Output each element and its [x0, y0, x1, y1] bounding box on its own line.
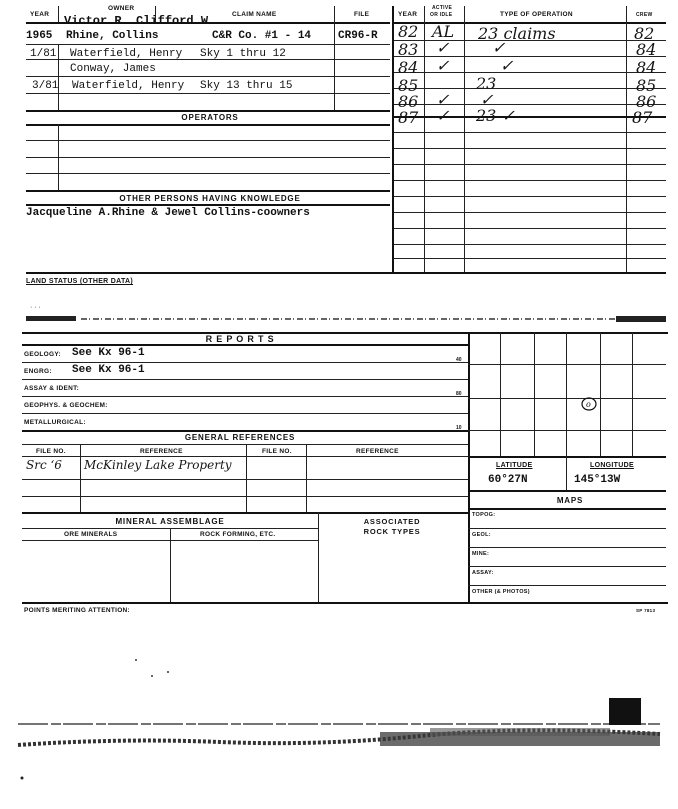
associated-header: ASSOCIATED	[363, 517, 421, 526]
claim-name: C&R Co. #1 - 14	[212, 30, 312, 42]
claim-owner: Rhine, Collins	[66, 30, 159, 42]
activity-active: ✓	[436, 90, 450, 109]
activity-type: 23 ✓	[476, 106, 515, 125]
rock-forming-header: ROCK FORMING, ETC.	[200, 531, 276, 538]
report-label: GEOLOGY:	[24, 351, 61, 358]
activity-crew: 84	[636, 40, 657, 59]
ref-reference-entry: McKinley Lake Property	[84, 458, 232, 472]
report-label: GEOPHYS. & GEOCHEM:	[24, 402, 108, 409]
report-label: METALLURGICAL:	[24, 419, 86, 426]
file-header: FILE	[354, 11, 370, 18]
reports-title: R E P O R T S	[205, 334, 275, 344]
claim-owner: Waterfield, Henry	[72, 80, 185, 92]
scale-mark: 40	[456, 357, 462, 363]
latitude-label: LATITUDE	[496, 462, 533, 469]
claim-owner: Conway, James	[70, 63, 156, 75]
rock-types-header: ROCK TYPES	[363, 527, 421, 536]
scale-mark: 80	[456, 391, 462, 397]
activity-active: ✓	[436, 106, 450, 125]
crew-header: CREW	[636, 12, 653, 18]
activity-crew: 82	[634, 24, 655, 43]
operators-title: OPERATORS	[181, 113, 239, 122]
report-value: See Kx 96-1	[72, 347, 145, 359]
points-meriting-attention: POINTS MERITING ATTENTION:	[24, 607, 131, 614]
claim-year: 1965	[26, 30, 53, 42]
maps-title: MAPS	[556, 496, 584, 505]
ref-file-no-2-header: FILE NO.	[262, 448, 292, 455]
idle-header: OR IDLE	[430, 12, 453, 18]
claim-owner: Waterfield, Henry	[70, 48, 183, 60]
scale-mark: 10	[456, 425, 462, 431]
activity-crew: 85	[636, 76, 657, 95]
general-references-title: GENERAL REFERENCES	[184, 433, 296, 442]
maps-row-label: OTHER (& PHOTOS)	[472, 589, 530, 595]
activity-year: 84	[398, 58, 419, 77]
claim-name-header: CLAIM NAME	[232, 11, 277, 18]
ref-reference-2-header: REFERENCE	[356, 448, 399, 455]
activity-crew: 84	[636, 58, 657, 77]
ref-file-no-header: FILE NO.	[36, 448, 66, 455]
ore-minerals-header: ORE MINERALS	[64, 531, 118, 538]
activity-type: ✓	[492, 38, 506, 57]
maps-row-label: MINE:	[472, 551, 490, 557]
year-right-header: YEAR	[398, 11, 418, 18]
activity-year: 87	[398, 108, 419, 127]
report-label: ENGRG:	[24, 368, 52, 375]
ref-reference-header: REFERENCE	[140, 448, 183, 455]
scan-noise	[0, 640, 678, 809]
form-number: SP 7813	[636, 608, 656, 613]
claim-name: Sky 13 thru 15	[200, 80, 293, 92]
type-of-operation-header: TYPE OF OPERATION	[500, 11, 573, 18]
activity-type: ✓	[480, 90, 494, 109]
other-persons-text: Jacqueline A.Rhine & Jewel Collins-coowners	[26, 207, 310, 219]
activity-year: 82	[398, 22, 419, 41]
scan-speck: · · ·	[30, 304, 41, 311]
longitude-value: 145°13W	[574, 474, 621, 486]
other-persons-title: OTHER PERSONS HAVING KNOWLEDGE	[119, 194, 301, 203]
claim-name: Sky 1 thru 12	[200, 48, 286, 60]
scan-band	[26, 312, 668, 326]
mineral-assemblage-title: MINERAL ASSEMBLAGE	[115, 517, 225, 526]
report-value: See Kx 96-1	[72, 364, 145, 376]
activity-year: 83	[398, 40, 419, 59]
owner-overtyped: Victor R. Clifford W.	[64, 14, 216, 28]
activity-active: ✓	[436, 38, 450, 57]
active-header: ACTIVE	[432, 5, 453, 11]
longitude-label: LONGITUDE	[590, 462, 634, 469]
claim-year: 1/81	[30, 48, 57, 60]
owner-header: OWNER	[108, 5, 135, 12]
activity-type: ✓	[500, 56, 514, 75]
ref-file-entry: Src ‘6	[26, 458, 62, 472]
svg-text:o: o	[586, 400, 591, 409]
maps-row-label: TOPOG:	[472, 512, 496, 518]
activity-active: ✓	[436, 56, 450, 75]
claim-file: CR96-R	[338, 30, 378, 42]
activity-crew: 87	[632, 108, 653, 127]
report-label: ASSAY & IDENT:	[24, 385, 80, 392]
maps-row-label: ASSAY:	[472, 570, 494, 576]
activity-year: 86	[398, 92, 419, 111]
activity-type: 23	[476, 74, 497, 93]
claim-year: 3/81	[32, 80, 59, 92]
activity-active: AL	[432, 22, 455, 41]
latitude-value: 60°27N	[488, 474, 528, 486]
location-marker	[580, 396, 598, 412]
year-header: YEAR	[30, 11, 50, 18]
activity-year: 85	[398, 76, 419, 95]
activity-type: 23 claims	[478, 24, 556, 43]
land-status-label: LAND STATUS (OTHER DATA)	[26, 278, 134, 285]
maps-row-label: GEOL:	[472, 532, 491, 538]
activity-crew: 86	[636, 92, 657, 111]
